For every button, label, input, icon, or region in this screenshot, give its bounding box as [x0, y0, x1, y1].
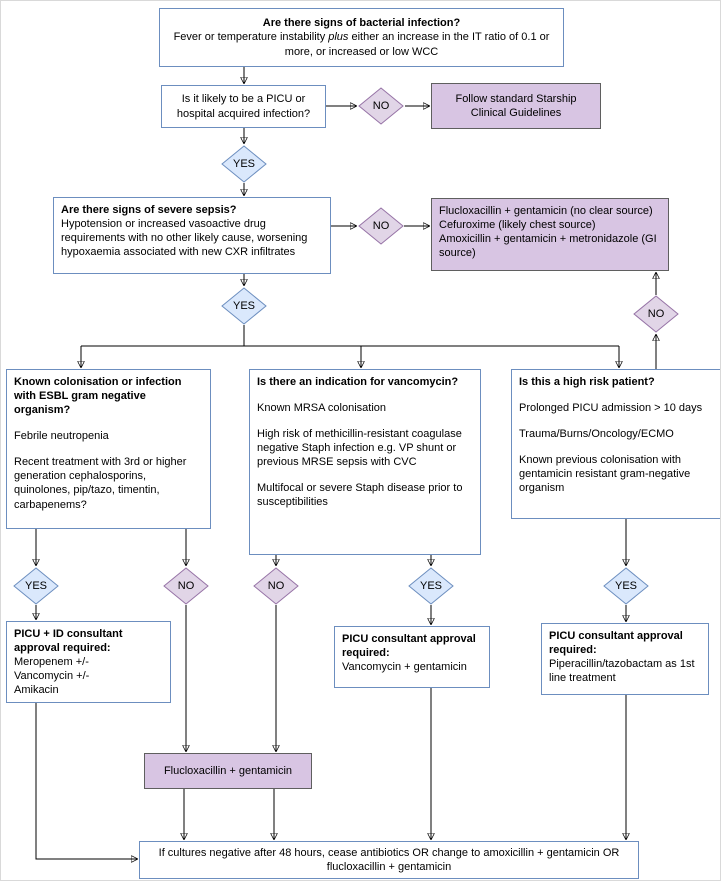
- node-picu-approval-vancomycin: [334, 626, 490, 688]
- decision-yes-high-risk: YES: [603, 567, 649, 605]
- node-body: Fever or temperature instability plus either an increase in the IT ratio of 0.1 or more, or increased or low WCC: [173, 31, 550, 58]
- node-high-risk-question: [511, 369, 721, 519]
- node-starship-guidelines: [431, 83, 601, 129]
- antibiotic-option-2: Cefuroxime (likely chest source): [439, 219, 596, 232]
- node-title: Known colonisation or infection with ESBL gram negative organism?: [14, 376, 182, 417]
- node-title: PICU + ID consultant approval required:: [14, 628, 123, 655]
- node-body: If cultures negative after 48 hours, cease antibiotics OR change to amoxicillin + gentamicin OR flucloxacillin + gentamicin: [158, 846, 620, 873]
- decision-no-picu: NO: [358, 87, 404, 125]
- node-title: Is this a high risk patient?: [519, 376, 655, 388]
- antibiotic-option-3: Amoxicillin + gentamicin + metronidazole (GI source): [439, 233, 657, 260]
- node-title: PICU consultant approval required:: [549, 630, 683, 657]
- decision-no-vancomycin: NO: [253, 567, 299, 605]
- node-body: Piperacillin/tazobactam as 1st line treatment: [549, 658, 695, 685]
- node-cultures-negative: [139, 841, 639, 879]
- antibiotic-option-1: Flucloxacillin + gentamicin (no clear source): [439, 205, 653, 217]
- node-bacterial-infection-question: [159, 8, 564, 67]
- node-vancomycin-question: [249, 369, 481, 555]
- node-body: Known MRSA colonisation: [257, 402, 387, 415]
- node-body: Trauma/Burns/Oncology/ECMO: [519, 428, 674, 441]
- arrow-group-bottom: [36, 688, 626, 859]
- node-body: Follow standard Starship Clinical Guidelines: [455, 92, 577, 119]
- decision-no-high-risk: NO: [633, 295, 679, 333]
- node-body: Vancomycin +/-: [14, 670, 90, 683]
- node-picu-acquired-question: [161, 85, 326, 128]
- decision-no-sepsis: NO: [358, 207, 404, 245]
- node-empiric-antibiotics: [431, 198, 669, 271]
- node-title: PICU consultant approval required:: [342, 633, 476, 660]
- node-title: Are there signs of severe sepsis?: [61, 204, 237, 216]
- node-body: Hypotension or increased vasoactive drug requirements with no other likely cause, worsening hypoxaemia associated with new CXR infiltrates: [61, 218, 308, 259]
- decision-yes-esbl: YES: [13, 567, 59, 605]
- node-body: Prolonged PICU admission > 10 days: [519, 402, 703, 415]
- node-body: Flucloxacillin + gentamicin: [163, 764, 293, 777]
- node-body: Is it likely to be a PICU or hospital acquired infection?: [176, 93, 311, 120]
- node-title: Is there an indication for vancomycin?: [257, 376, 459, 388]
- node-body: Multifocal or severe Staph disease prior to susceptibilities: [257, 482, 463, 509]
- node-severe-sepsis-question: [53, 197, 331, 274]
- node-body: Meropenem +/-: [14, 656, 89, 669]
- node-picu-id-approval: [6, 621, 171, 703]
- decision-yes-sepsis: YES: [221, 287, 267, 325]
- decision-no-esbl: NO: [163, 567, 209, 605]
- node-body: Vancomycin + gentamicin: [342, 661, 467, 674]
- node-body: Amikacin: [14, 684, 59, 697]
- node-body: Recent treatment with 3rd or higher generation cephalosporins, quinolones, pip/tazo, timentin, carbapenems?: [14, 456, 187, 511]
- node-body: High risk of methicillin-resistant coagulase negative Staph infection e.g. VP shunt or previous MRSE sepsis with CVC: [257, 428, 462, 469]
- node-picu-approval-piperacillin: [541, 623, 709, 695]
- node-title: Are there signs of bacterial infection?: [262, 17, 461, 30]
- node-body: Febrile neutropenia: [14, 430, 109, 443]
- arrow-group-branch: [81, 325, 619, 367]
- node-esbl-question: [6, 369, 211, 529]
- node-flucloxacillin-gentamicin: [144, 753, 312, 789]
- node-body: Known previous colonisation with gentamicin resistant gram-negative organism: [519, 454, 691, 495]
- decision-yes-picu: YES: [221, 145, 267, 183]
- decision-yes-vancomycin: YES: [408, 567, 454, 605]
